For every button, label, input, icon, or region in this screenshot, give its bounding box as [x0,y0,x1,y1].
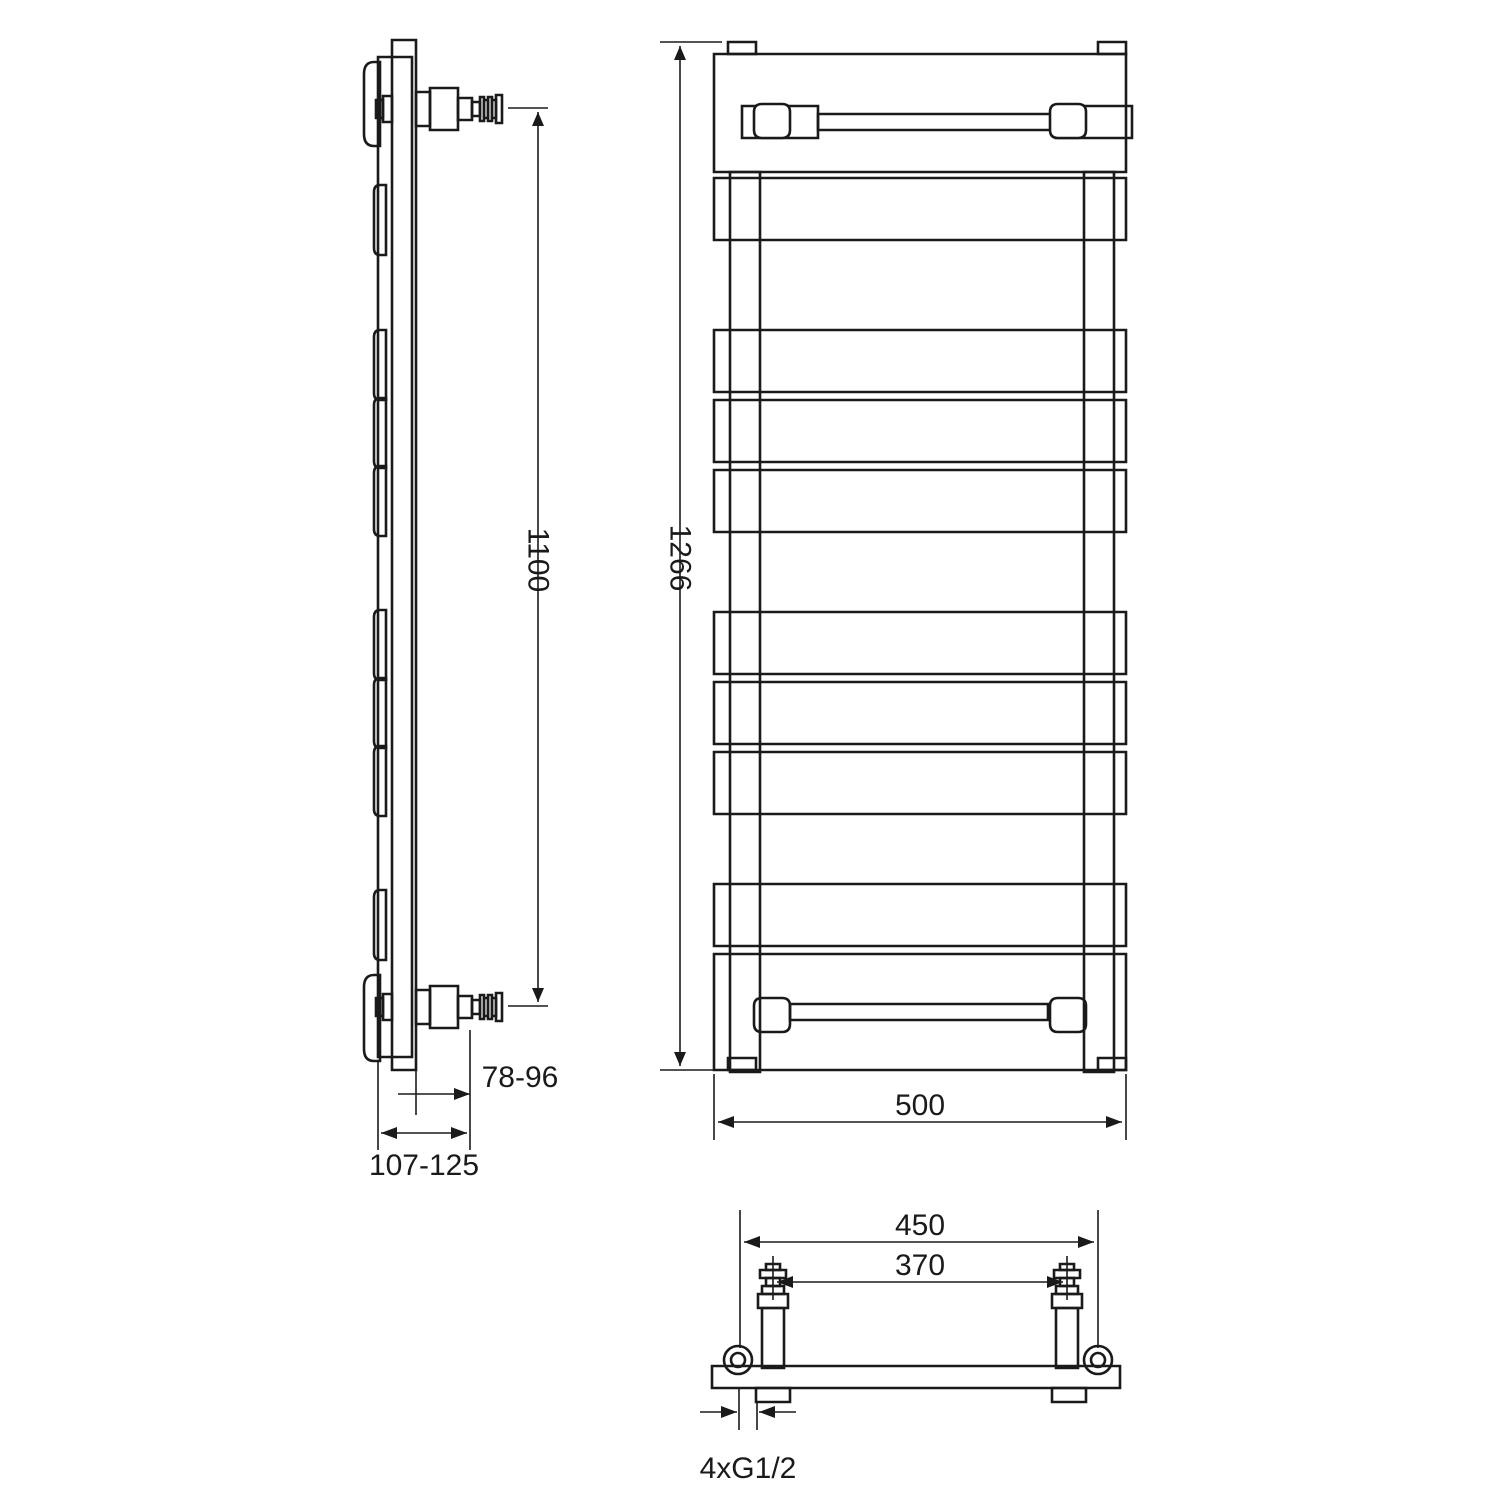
dimension-4xG1-2 [700,1388,796,1430]
dimension-label-4xG12: 4xG1/2 [699,1452,797,1485]
dimension-label-107-125: 107-125 [368,1149,480,1182]
valve-top [376,88,502,130]
dimension-label-450: 450 [894,1209,946,1242]
valve-bottom [376,986,502,1028]
dimension-label-78-96: 78-96 [481,1061,559,1094]
dimension-label-500: 500 [894,1089,946,1122]
dimension-label-370: 370 [894,1249,946,1282]
bottom-plan-view [700,1210,1120,1430]
dimension-label-1266: 1266 [663,524,697,592]
dimension-label-1100: 1100 [521,527,555,593]
dimension-78-96 [398,1030,470,1115]
side-elevation-view [364,40,548,1150]
front-elevation-view [660,42,1132,1140]
dimension-107-125 [378,1062,470,1150]
